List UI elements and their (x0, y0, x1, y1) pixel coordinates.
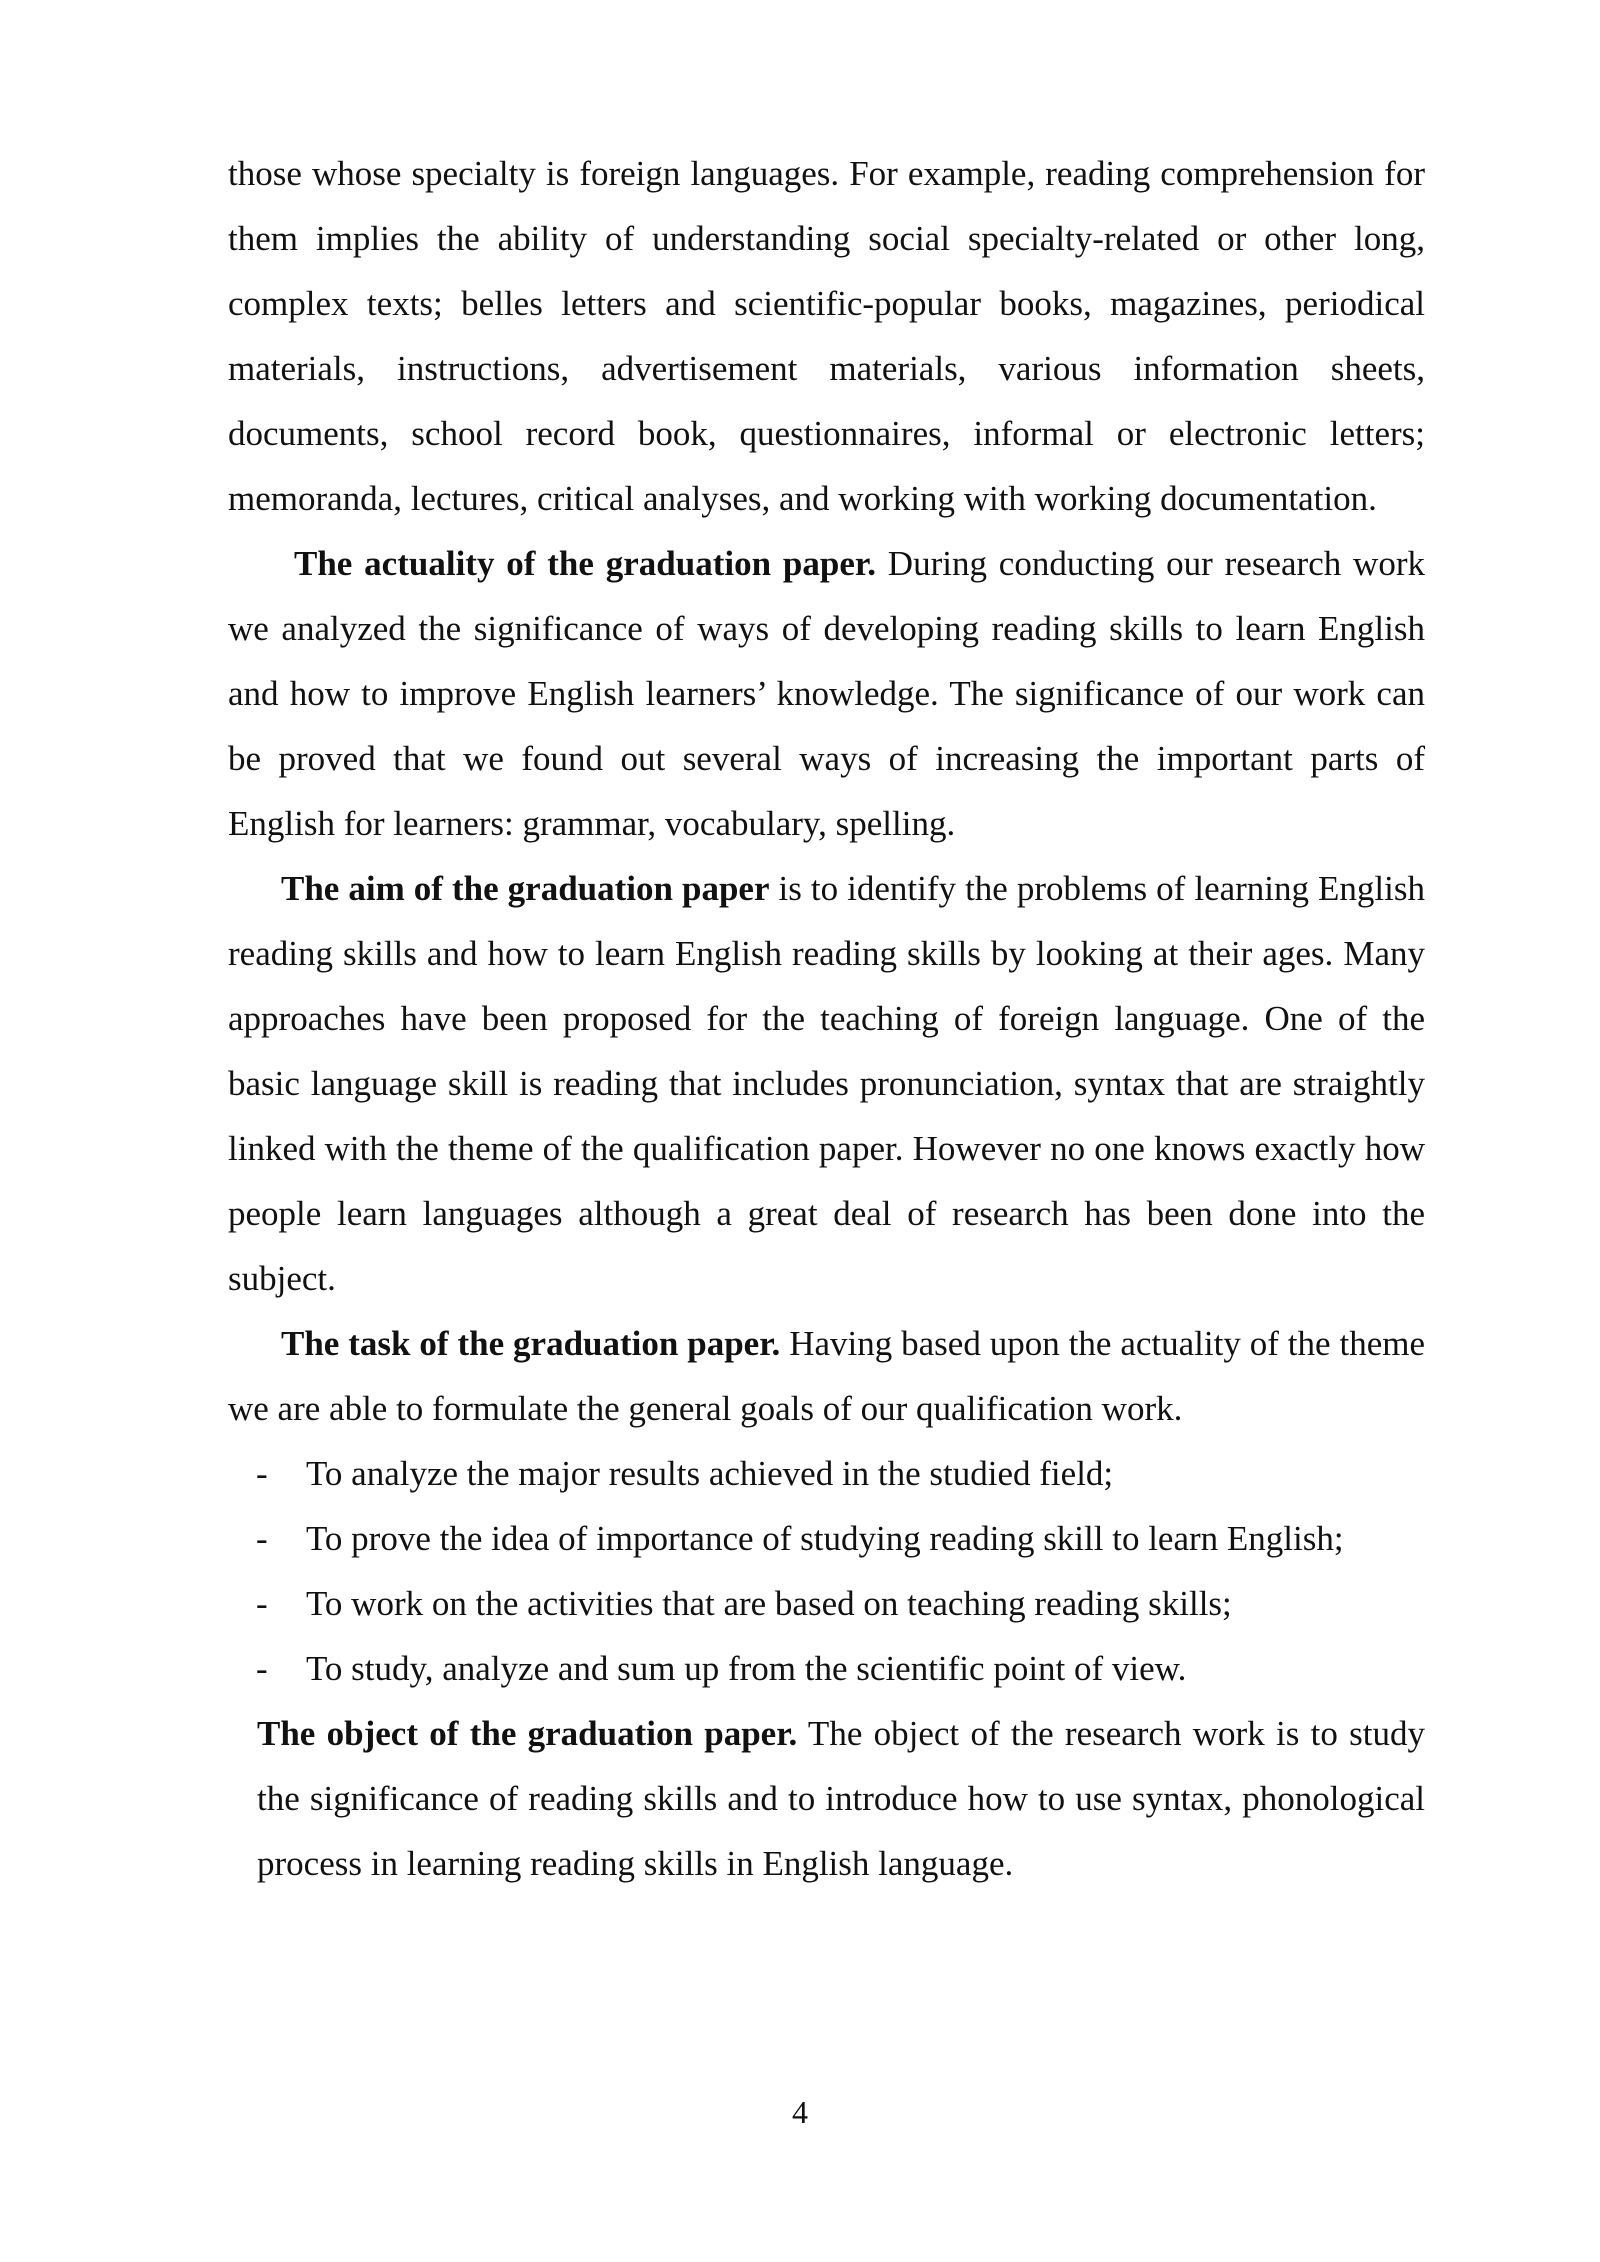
actuality-heading: The actuality of the graduation paper. (294, 544, 876, 583)
actuality-paragraph (228, 531, 1425, 856)
list-bullet: - (256, 1454, 268, 1493)
object-paragraph (228, 1701, 1425, 1896)
task-paragraph (228, 1311, 1425, 1441)
object-heading: The object of the graduation paper. (257, 1714, 798, 1753)
task-heading: The task of the graduation paper. (281, 1324, 781, 1363)
task-list (228, 1441, 1425, 1701)
list-item (228, 1506, 1425, 1571)
list-bullet: - (256, 1584, 268, 1623)
aim-paragraph (228, 856, 1425, 1311)
aim-heading: The aim of the graduation paper (281, 869, 770, 908)
list-item-text: To analyze the major results achieved in the studied field; (306, 1454, 1114, 1493)
list-item-text: To work on the activities that are based on teaching reading skills; (306, 1584, 1232, 1623)
object-text: The object of the research work is to study the significance of reading skills and to introduce how to use syntax, phonological process in learning reading skills in English language. (257, 1714, 1425, 1883)
list-item-text: To study, analyze and sum up from the scientific point of view. (306, 1649, 1187, 1688)
list-item-text: To prove the idea of importance of studying reading skill to learn English; (306, 1519, 1344, 1558)
intro-paragraph: those whose specialty is foreign languages. For example, reading comprehension for them implies the ability of understanding social specialty-related or other long, complex texts; belles letters and scientific-popular books, magazines, periodical materials, instructions, advertisement materials, various information sheets, documents, school record book, questionnaires, informal or electronic letters; memoranda, lectures, critical analyses, and working with working documentation. (228, 154, 1425, 518)
list-bullet: - (256, 1519, 268, 1558)
task-text: Having based upon the actuality of the theme we are able to formulate the general goals of our qualification work. (228, 1324, 1425, 1428)
actuality-text: During conducting our research work we analyzed the significance of ways of developing reading skills to learn English and how to improve English learners’ knowledge. The significance of our work can be proved that we found out several ways of increasing the important parts of English for learners: grammar, vocabulary, spelling. (228, 544, 1425, 843)
list-item (228, 1441, 1425, 1506)
list-item (228, 1636, 1425, 1701)
body-text (228, 141, 1425, 1896)
list-bullet: - (256, 1649, 268, 1688)
page-number: 4 (792, 2094, 808, 2130)
list-item (228, 1571, 1425, 1636)
aim-text: is to identify the problems of learning English reading skills and how to learn English reading skills by looking at their ages. Many approaches have been proposed for the teaching of foreign language. One of the basic language skill is reading that includes pronunciation, syntax that are straightly linked with the theme of the qualification paper. However no one knows exactly how people learn languages although a great deal of research has been done into the subject. (228, 869, 1425, 1298)
